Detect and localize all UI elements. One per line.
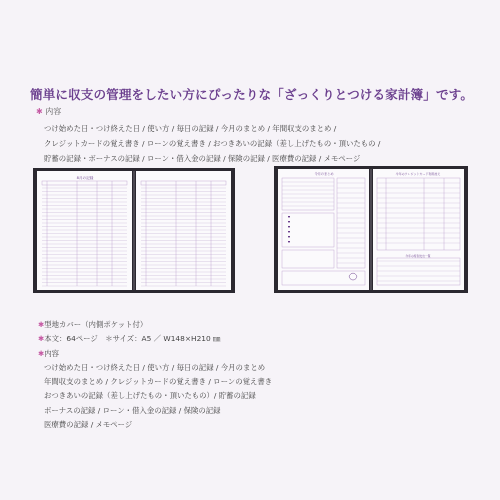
spec-contents-line: 医療費の記録 / メモページ [44,420,133,430]
spec-contents-line: 年間収支のまとめ / クレジットカードの覚え書き / ローンの覚え書き [44,377,273,387]
contents-line: 貯蓄の記録・ボーナスの記録 / ローン・借入金の記録 / 保険の記録 / 医療費の記録 / メモページ [44,154,361,163]
spec-body [38,332,458,346]
contents-list [44,121,484,166]
spec-contents-label [38,347,458,361]
spec-body-text: 本文：64ページ ＊サイズ：A5 ／ W148×H210 ㎜ [44,334,221,344]
star-icon: ✱ [36,107,43,116]
daily-record-spread-photo [33,168,235,293]
page-heading: 8月の記録 [76,176,94,180]
spec-contents-line: つけ始めた日・つけ終えた日 / 使い方 / 毎日の記録 / 今月のまとめ [44,362,266,372]
spec-cover-text: 型地カバー（内側ポケット付） [44,320,148,329]
special-expense-heading: 今年の特別支出一覧 [405,254,431,258]
contents-line: つけ始めた日・つけ終えた日 / 使い方 / 毎日の記録 / 今月のまとめ / 年間収支のまとめ / [44,124,337,133]
spec-contents-line: おつきあいの記録（差し上げたもの・頂いたもの）/ 貯蓄の記録 [44,391,256,401]
spec-block [38,318,458,432]
credit-heading: 今年のクレジットカード利用控え [395,172,441,176]
spec-contents-line: ボーナスの記録 / ローン・借入金の記録 / 保険の記録 [44,405,221,415]
headline [30,84,480,103]
star-icon: ✱ [38,334,45,344]
summary-heading: 今月のまとめ [314,172,334,176]
spec-cover [38,318,458,332]
spec-contents-label-text: 内容 [44,348,59,358]
headline-text: 簡単に収支の管理をしたい方にぴったりな「ざっくりとつける家計簿」です。 [30,87,474,102]
star-icon: ✱ [38,348,45,358]
contents-label [36,106,61,117]
monthly-summary-spread-photo [274,166,468,293]
contents-label-text: 内容 [45,107,62,116]
contents-line: クレジットカードの覚え書き / ローンの覚え書き / おつきあいの記録（差し上げたもの・頂いたもの / [44,139,381,148]
star-icon: ✱ [38,320,45,329]
